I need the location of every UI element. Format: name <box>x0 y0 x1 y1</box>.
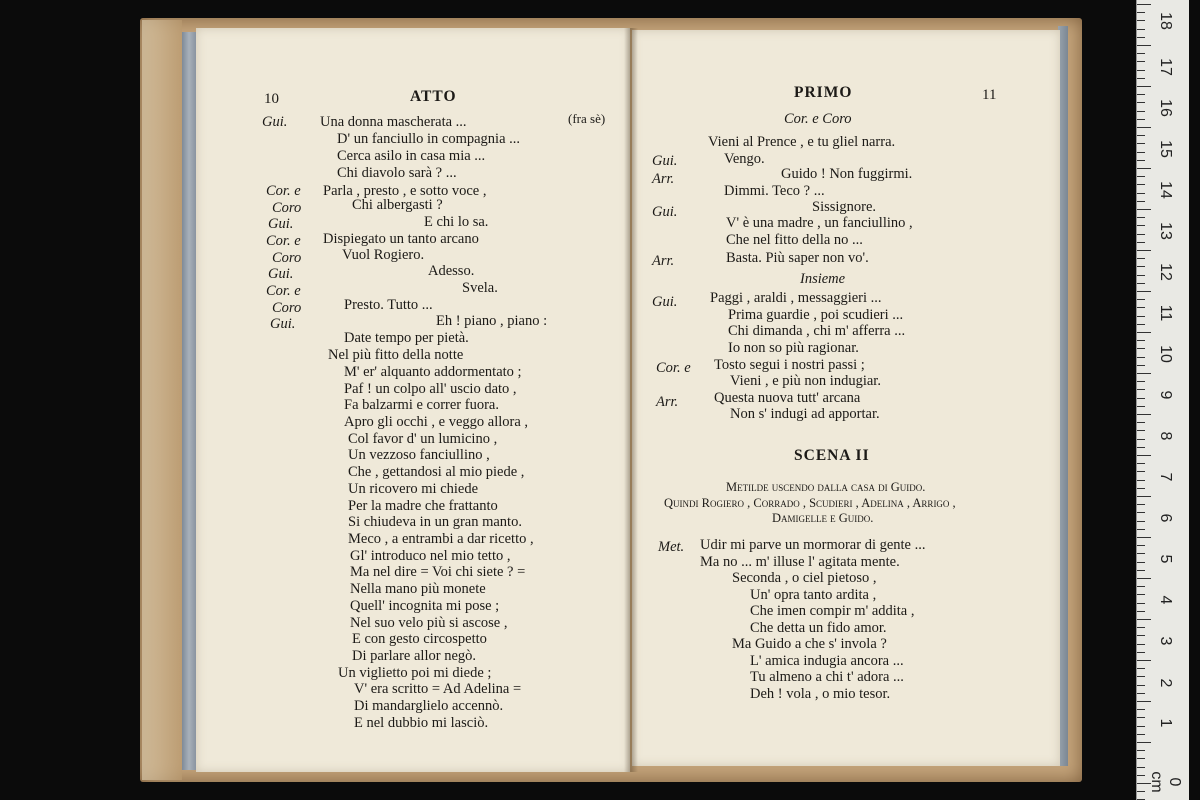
ruler-tick <box>1137 701 1151 702</box>
ruler-tick <box>1137 324 1145 325</box>
ruler-tick <box>1137 767 1145 768</box>
verse-line: Che , gettandosi al mio piede , <box>348 464 525 480</box>
verse-line: E nel dubbio mi lasciò. <box>354 715 489 731</box>
ruler-tick <box>1137 201 1145 202</box>
ruler-tick <box>1137 357 1145 358</box>
ruler-number: 3 <box>1157 636 1174 646</box>
ruler-tick <box>1137 307 1145 308</box>
ruler-tick <box>1137 283 1145 284</box>
ruler-number: 14 <box>1157 181 1174 199</box>
ruler-tick <box>1137 217 1145 218</box>
ruler-tick <box>1137 70 1145 71</box>
speaker-label: Gui. <box>652 204 678 220</box>
ruler-tick <box>1137 471 1145 472</box>
ruler-tick <box>1137 652 1145 653</box>
ruler-tick <box>1137 594 1145 595</box>
ruler-tick <box>1137 717 1145 718</box>
scene-title: SCENA II <box>794 447 870 464</box>
ruler-number: 8 <box>1157 431 1174 441</box>
ruler-number: 10 <box>1157 345 1174 363</box>
verse-line: E chi lo sa. <box>424 214 489 230</box>
verse-line: Udir mi parve un mormorar di gente ... <box>700 537 926 553</box>
verse-line: Ma no ... m' illuse l' agitata mente. <box>700 554 900 570</box>
ruler-tick <box>1137 644 1145 645</box>
verse-line: Eh ! piano , piano : <box>436 313 548 329</box>
verse-line: Che imen compir m' addita , <box>750 603 915 619</box>
verse-line: Di parlare allor negò. <box>352 648 477 664</box>
ruler-tick <box>1137 299 1145 300</box>
ruler-number: 18 <box>1157 12 1174 30</box>
ruler-tick <box>1137 127 1151 128</box>
ruler-tick <box>1137 734 1145 735</box>
verse-line: Deh ! vola , o mio tesor. <box>750 686 891 702</box>
ruler-tick <box>1137 20 1145 21</box>
ruler-number: 9 <box>1157 390 1174 400</box>
speaker-label: Gui. <box>652 153 678 169</box>
ruler-tick <box>1137 348 1145 349</box>
verse-line: Chi dimanda , chi m' afferra ... <box>728 323 906 339</box>
ruler-tick <box>1137 94 1145 95</box>
ruler-tick <box>1137 258 1145 259</box>
ruler-tick <box>1137 627 1145 628</box>
ruler-tick <box>1137 570 1145 571</box>
scene-description: Quindi Rogiero , Corrado , Scudieri , Adelina , Arrigo , <box>664 496 956 510</box>
ruler-tick <box>1137 537 1151 538</box>
verse-line: V' è una madre , un fanciullino , <box>726 215 913 231</box>
page-edge-left <box>182 32 196 770</box>
ruler-tick <box>1137 529 1145 530</box>
verse-line: Per la madre che frattanto <box>348 498 498 514</box>
ruler-number: 7 <box>1157 472 1174 482</box>
ruler-tick <box>1137 603 1145 604</box>
verse-line: Basta. Più saper non vo'. <box>726 250 869 266</box>
verse-line: Date tempo per pietà. <box>344 330 469 346</box>
stage-direction: Insieme <box>800 271 846 287</box>
verse-line: Una donna mascherata ... <box>320 114 467 130</box>
verse-line: Un' opra tanto ardita , <box>750 587 877 603</box>
verse-line: Quell' incognita mi pose ; <box>350 598 500 614</box>
ruler-tick <box>1137 61 1145 62</box>
ruler-tick <box>1137 726 1145 727</box>
verse-line: Prima guardie , poi scudieri ... <box>728 307 904 323</box>
verse-line: Si chiudeva in un gran manto. <box>348 514 522 530</box>
ruler-tick <box>1137 488 1145 489</box>
ruler-tick <box>1137 266 1145 267</box>
ruler-tick <box>1137 316 1145 317</box>
ruler-tick <box>1137 102 1145 103</box>
ruler-tick <box>1137 53 1145 54</box>
ruler-tick <box>1137 512 1145 513</box>
ruler-tick <box>1137 414 1151 415</box>
speaker-label: Coro <box>272 200 302 216</box>
ruler-number: 1 <box>1157 718 1174 728</box>
verse-line: Un viglietto poi mi diede ; <box>338 665 492 681</box>
verse-line: D' un fanciullo in compagnia ... <box>337 131 521 147</box>
verse-line: Meco , a entrambi a dar ricetto , <box>348 531 534 547</box>
verse-line: M' er' alquanto addormentato ; <box>344 364 522 380</box>
ruler-tick <box>1137 685 1145 686</box>
speaker-label: Coro <box>272 300 302 316</box>
verse-line: Ma nel dire = Voi chi siete ? = <box>350 564 526 580</box>
ruler-tick <box>1137 545 1145 546</box>
speaker-label: Gui. <box>270 316 296 332</box>
ruler-tick <box>1137 521 1145 522</box>
ruler-tick <box>1137 504 1145 505</box>
page-number-left: 10 <box>264 91 279 107</box>
ruler-tick <box>1137 225 1145 226</box>
verse-line: Apro gli occhi , e veggo allora , <box>344 414 529 430</box>
ruler-number: 15 <box>1157 140 1174 158</box>
verse-line: Vuol Rogiero. <box>342 247 425 263</box>
ruler-tick <box>1137 635 1145 636</box>
verse-line: Ma Guido a che s' invola ? <box>732 636 887 652</box>
book-gutter <box>624 28 638 772</box>
verse-line: Vieni , e più non indugiar. <box>730 373 881 389</box>
verse-line: L' amica indugia ancora ... <box>750 653 904 669</box>
ruler-tick <box>1137 758 1145 759</box>
verse-line: Adesso. <box>428 263 475 279</box>
ruler-tick <box>1137 111 1145 112</box>
ruler-tick <box>1137 406 1145 407</box>
speaker-label: Coro <box>272 250 302 266</box>
speaker-label: Arr. <box>656 394 679 410</box>
verse-line: Un ricovero mi chiede <box>348 481 479 497</box>
scene-description: Damigelle e Guido. <box>772 511 874 525</box>
verse-line: Vengo. <box>724 151 765 167</box>
ruler-tick <box>1137 660 1151 661</box>
verse-line: Paggi , araldi , messaggieri ... <box>710 290 882 306</box>
cover-edge <box>142 20 182 780</box>
ruler-tick <box>1137 242 1145 243</box>
verse-line: Fa balzarmi e correr fuora. <box>344 397 499 413</box>
verse-line: Io non so più ragionar. <box>728 340 859 356</box>
speaker-label: Cor. e <box>266 183 301 199</box>
speaker-label: Met. <box>658 539 685 555</box>
ruler-tick <box>1137 193 1145 194</box>
ruler-label: 0 cm <box>1148 771 1183 793</box>
ruler-number: 4 <box>1157 595 1174 605</box>
verse-line: Dispiegato un tanto arcano <box>323 231 479 247</box>
ruler-tick <box>1137 29 1145 30</box>
verse-line: Paf ! un colpo all' uscio dato , <box>344 381 517 397</box>
scene-description: Metilde uscendo dalla casa di Guido. <box>726 480 926 494</box>
ruler-tick <box>1137 209 1151 210</box>
ruler-tick <box>1137 791 1145 792</box>
verse-line: Un vezzoso fanciullino , <box>348 447 490 463</box>
ruler-tick <box>1137 553 1145 554</box>
ruler-tick <box>1137 480 1145 481</box>
verse-line: Questa nuova tutt' arcana <box>714 390 861 406</box>
verse-line: Chi diavolo sarà ? ... <box>337 165 457 181</box>
speaker-label: Gui. <box>268 266 294 282</box>
speaker-label: Cor. e <box>266 283 301 299</box>
ruler-tick <box>1137 693 1145 694</box>
verse-line: Presto. Tutto ... <box>344 297 433 313</box>
ruler-tick <box>1137 578 1151 579</box>
verse-line: Tosto segui i nostri passi ; <box>714 357 865 373</box>
ruler-tick <box>1137 86 1151 87</box>
ruler-tick <box>1137 668 1145 669</box>
ruler-tick <box>1137 340 1145 341</box>
ruler-tick <box>1137 78 1145 79</box>
ruler-tick <box>1137 365 1145 366</box>
ruler-tick <box>1137 373 1151 374</box>
verse-line: Tu almeno a chi t' adora ... <box>750 669 904 685</box>
ruler-tick <box>1137 750 1145 751</box>
ruler-tick <box>1137 291 1151 292</box>
ruler-number: 16 <box>1157 99 1174 117</box>
ruler-number: 6 <box>1157 513 1174 523</box>
ruler-tick <box>1137 389 1145 390</box>
ruler-number: 13 <box>1157 222 1174 240</box>
ruler-tick <box>1137 398 1145 399</box>
ruler-tick <box>1137 611 1145 612</box>
verse-line: V' era scritto = Ad Adelina = <box>354 681 522 697</box>
verse-line: Gl' introduco nel mio tetto , <box>350 548 511 564</box>
verse-line: Dimmi. Teco ? ... <box>724 183 825 199</box>
verse-line: Vieni al Prence , e tu gliel narra. <box>708 134 896 150</box>
verse-line: Nella mano più monete <box>350 581 486 597</box>
ruler-tick <box>1137 422 1145 423</box>
ruler-number: 17 <box>1157 58 1174 76</box>
ruler-tick <box>1137 184 1145 185</box>
ruler-tick <box>1137 12 1145 13</box>
ruler-tick <box>1137 439 1145 440</box>
verse-line: E con gesto circospetto <box>352 631 487 647</box>
speaker-label: Arr. <box>652 171 675 187</box>
verse-line: Che nel fitto della no ... <box>726 232 863 248</box>
ruler-tick <box>1137 275 1145 276</box>
verse-line: Cerca asilo in casa mia ... <box>337 148 486 164</box>
ruler-tick <box>1137 4 1151 5</box>
running-head-left: ATTO <box>410 88 457 105</box>
speaker-label: Gui. <box>652 294 678 310</box>
ruler-tick <box>1137 176 1145 177</box>
verse-line: Guido ! Non fuggirmi. <box>781 166 913 182</box>
ruler-tick <box>1137 562 1145 563</box>
ruler-number: 11 <box>1157 304 1174 322</box>
verse-line: Che detta un fido amor. <box>750 620 887 636</box>
stage-direction: Cor. e Coro <box>784 111 852 127</box>
verse-line: Non s' indugi ad apportar. <box>730 406 880 422</box>
ruler-number: 5 <box>1157 554 1174 564</box>
ruler-number: 2 <box>1157 678 1174 688</box>
ruler-tick <box>1137 455 1151 456</box>
stage-aside: (fra sè) <box>568 111 606 126</box>
ruler-tick <box>1137 381 1145 382</box>
verse-line: Di mandarglielo accennò. <box>354 698 504 714</box>
verse-line: Sissignore. <box>812 199 877 215</box>
ruler-tick <box>1137 119 1145 120</box>
ruler-tick <box>1137 430 1145 431</box>
ruler-tick <box>1137 45 1151 46</box>
ruler-tick <box>1137 143 1145 144</box>
ruler-number: 12 <box>1157 263 1174 281</box>
ruler-tick <box>1137 234 1145 235</box>
ruler-tick <box>1137 37 1145 38</box>
ruler-tick <box>1137 447 1145 448</box>
verse-line: Parla , presto , e sotto voce , <box>323 183 487 199</box>
ruler-tick <box>1137 496 1151 497</box>
ruler-tick <box>1137 586 1145 587</box>
verse-line: Col favor d' un lumicino , <box>348 431 498 447</box>
ruler-tick <box>1137 619 1151 620</box>
ruler-tick <box>1137 463 1145 464</box>
speaker-label: Arr. <box>652 253 675 269</box>
ruler-tick <box>1137 332 1151 333</box>
verse-line: Svela. <box>462 280 498 296</box>
page-number-right: 11 <box>982 87 997 103</box>
ruler-tick <box>1137 742 1151 743</box>
verse-line: Nel più fitto della notte <box>328 347 464 363</box>
speaker-label: Gui. <box>262 114 288 130</box>
verse-line: Nel suo velo più si ascose , <box>350 615 508 631</box>
ruler-tick <box>1137 250 1151 251</box>
speaker-label: Cor. e <box>266 233 301 249</box>
speaker-label: Cor. e <box>656 360 691 376</box>
ruler-tick <box>1137 775 1145 776</box>
ruler-tick <box>1137 709 1145 710</box>
ruler-tick <box>1137 160 1145 161</box>
running-head-right: PRIMO <box>794 84 853 101</box>
verse-line: Chi albergasti ? <box>352 197 443 213</box>
verse-line: Seconda , o ciel pietoso , <box>732 570 877 586</box>
ruler-tick <box>1137 676 1145 677</box>
ruler-tick <box>1137 168 1151 169</box>
speaker-label: Gui. <box>268 216 294 232</box>
ruler-tick <box>1137 135 1145 136</box>
ruler-tick <box>1137 152 1145 153</box>
